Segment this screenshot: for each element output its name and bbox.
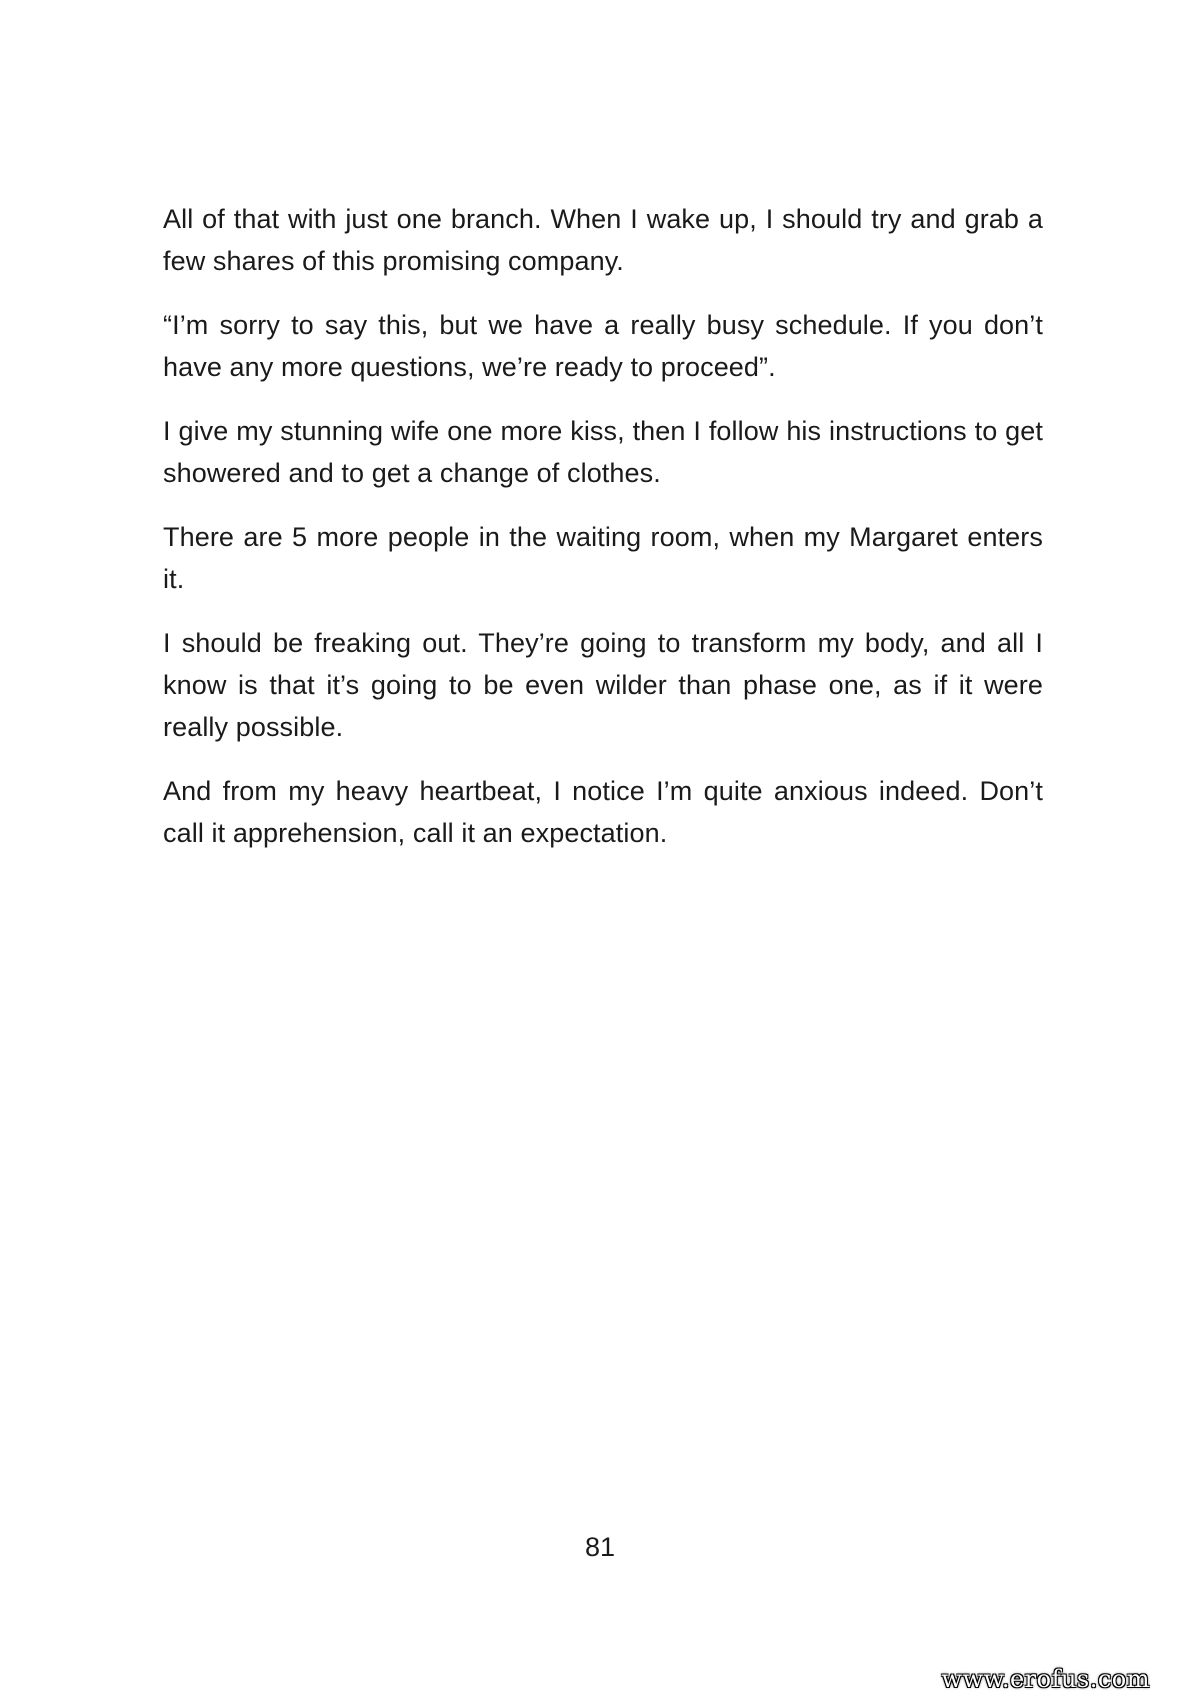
page-number: 81 xyxy=(584,1532,616,1562)
watermark: www.erofus.com xyxy=(941,1665,1150,1693)
paragraph-6: And from my heavy heartbeat, I notice I’m quite anxious indeed. Don’t call it apprehension, call it an expectation. xyxy=(163,776,1043,848)
paragraph-4: There are 5 more people in the waiting room, when my Margaret enters it. xyxy=(163,522,1043,594)
paragraph-2: “I’m sorry to say this, but we have a really busy schedule. If you don’t have any more questions, we’re ready to proceed”. xyxy=(163,310,1043,382)
paragraph-3: I give my stunning wife one more kiss, then I follow his instructions to get showered and to get a change of clothes. xyxy=(163,416,1043,488)
paragraph-1: All of that with just one branch. When I wake up, I should try and grab a few shares of this promising company. xyxy=(163,204,1043,276)
paragraph-5: I should be freaking out. They’re going to transform my body, and all I know is that it’s going to be even wilder than phase one, as if it were really possible. xyxy=(163,628,1043,742)
body-text xyxy=(163,198,1043,876)
